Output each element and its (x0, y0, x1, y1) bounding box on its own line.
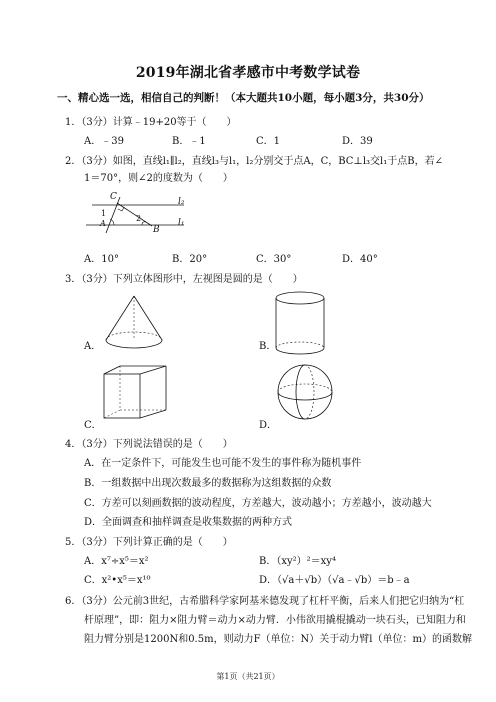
q1-option-b: B．﹣1 (172, 136, 206, 147)
q5-option-a: A．x⁷÷x⁵＝x² (84, 556, 149, 567)
q1-stem: 1．（3分）计算﹣19+20等于（ ） (65, 117, 237, 128)
q2-label-l2: l₂ (178, 197, 185, 207)
q2-label-b: B (153, 225, 160, 235)
cylinder-icon (272, 290, 332, 360)
q6-line1: 6．（3分）公元前3世纪，古希腊科学家阿基米德发现了杠杆平衡，后来人们把它归纳为“杠 (65, 596, 465, 607)
line-l3 (106, 197, 120, 233)
q2-label-1: 1 (101, 209, 107, 218)
q4-option-b: B．一组数据中出现次数最多的数据称为这组数据的众数 (84, 478, 332, 489)
segment-bc (117, 203, 152, 226)
q6-line2: 杆原理”，即：阻力×阻力臂＝动力×动力臂．小伟欲用撬棍撬动一块石头，已知阻力和 (84, 615, 466, 626)
q3-option-b: B． (259, 341, 277, 352)
q2-label-c: C (110, 192, 117, 202)
q5-option-c: C．x²•x⁵＝x¹⁰ (84, 575, 151, 586)
q5-option-d: D．（√a＋√b）（√a﹣√b）＝b﹣a (259, 575, 410, 586)
page-title: 2019年湖北省孝感市中考数学试卷 (135, 65, 361, 81)
q1-option-a: A．﹣39 (84, 136, 124, 147)
sphere-icon (275, 362, 337, 424)
q4-option-a: A．在一定条件下，可能发生也可能不发生的事件称为随机事件 (84, 458, 362, 469)
q2-option-a: A．10° (84, 254, 119, 265)
q5-stem: 5．（3分）下列计算正确的是（ ） (65, 537, 233, 548)
q2-option-c: C．30° (256, 254, 292, 265)
q3-stem: 3．（3分）下列立体图形中，左视图是圆的是（ ） (65, 274, 303, 285)
angle2-arc (142, 222, 146, 225)
q4-stem: 4．（3分）下列说法错误的是（ ） (65, 439, 233, 450)
q6-line3: 阻力臂分别是1200N和0.5m，则动力F（单位：N）关于动力臂l（单位：m）的函数解 (84, 634, 472, 645)
q1-option-c: C．1 (256, 136, 281, 147)
q5-option-b: B．（xy²）²＝xy⁴ (259, 556, 336, 567)
q2-option-b: B．20° (172, 254, 208, 265)
cone-icon (100, 292, 170, 352)
q2-stem-line2: 1＝70°，则∠2的度数为（ ） (84, 173, 233, 184)
section-heading: 一、精心选一选，相信自己的判断！（本大题共10小题，每小题3分，共30分） (57, 92, 430, 104)
q3-option-c: C． (84, 420, 102, 431)
q2-stem-line1: 2．（3分）如图，直线l₁∥l₂，直线l₃与l₁，l₂分别交于点A，C，BC⊥l₃交l₁于点B，若∠ (65, 156, 443, 167)
right-angle-mark (118, 207, 124, 211)
q2-option-d: D．40° (342, 254, 378, 265)
q3-option-d: D． (259, 420, 278, 431)
q1-option-d: D．39 (342, 136, 373, 147)
prism-icon (100, 362, 172, 422)
q2-label-a: A (100, 219, 106, 228)
q4-option-d: D．全面调查和抽样调查是收集数据的两种方式 (84, 517, 293, 528)
q3-option-a: A． (84, 341, 102, 352)
page-footer: 第1页（共21页） (216, 672, 280, 681)
q2-label-l1: l₁ (178, 218, 185, 228)
q4-option-c: C．方差可以刻画数据的波动程度，方差越大，波动越小；方差越小，波动越大 (84, 498, 432, 509)
q2-label-2: 2 (136, 214, 142, 223)
